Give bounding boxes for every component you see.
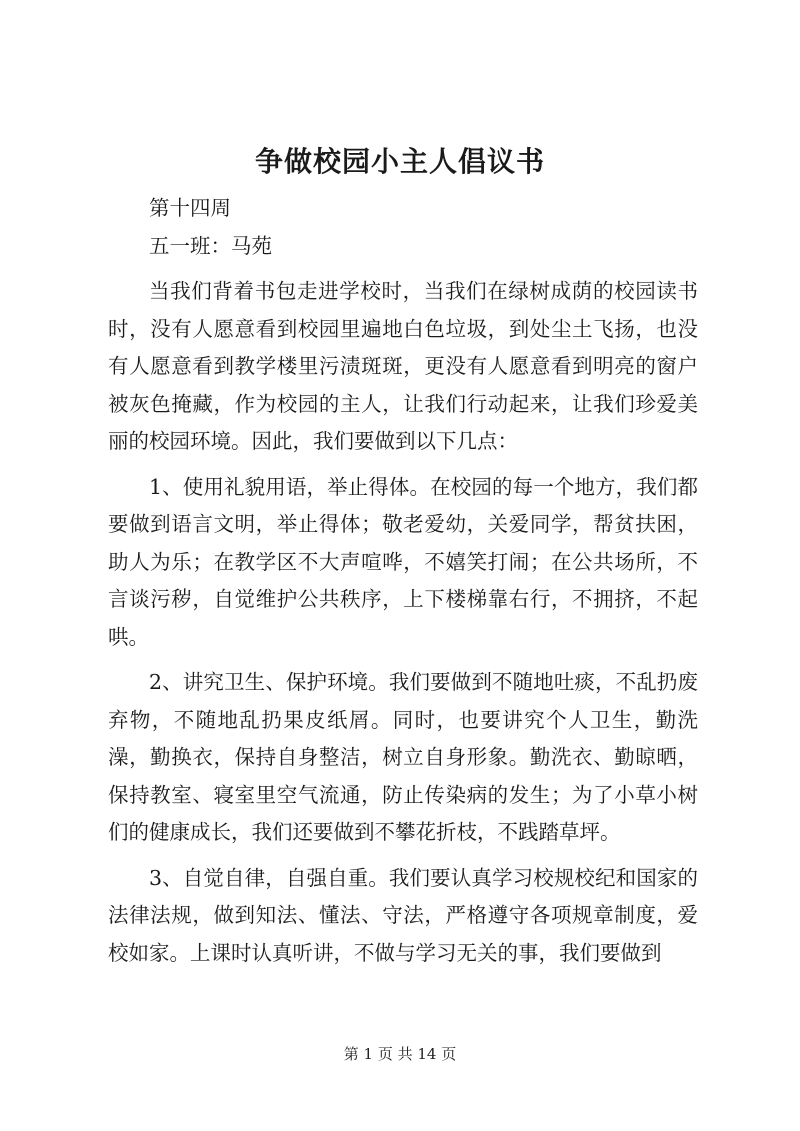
paragraph-item-2: 2、讲究卫生、保护环境。我们要做到不随地吐痰，不乱扔废弃物，不随地乱扔果皮纸屑。同时，也要讲究个人卫生，勤洗澡，勤换衣，保持自身整洁，树立自身形象。勤洗衣、勤晾晒，保持教室、寝室里空气流通，防止传染病的发生；为了小草小树们的健康成长，我们还要做到不攀花折枝，不践踏草坪。 xyxy=(108,670,698,844)
paragraph-intro: 当我们背着书包走进学校时，当我们在绿树成荫的校园读书时，没有人愿意看到校园里遍地白色垃圾，到处尘土飞扬，也没有人愿意看到教学楼里污渍斑斑，更没有人愿意看到明亮的窗户被灰色掩藏，作为校园的主人，让我们行动起来，让我们珍爱美丽的校园环境。因此，我们要做到以下几点： xyxy=(108,279,698,453)
paragraph-item-3: 3、自觉自律，自强自重。我们要认真学习校规校纪和国家的法律法规，做到知法、懂法、守法，严格遵守各项规章制度，爱校如家。上课时认真听讲，不做与学习无关的事，我们要做到 xyxy=(108,865,698,965)
paragraph-item-1: 1、使用礼貌用语，举止得体。在校园的每一个地方，我们都要做到语言文明，举止得体；敬老爱幼，关爱同学，帮贫扶困，助人为乐；在教学区不大声喧哗，不嬉笑打闹；在公共场所，不言谈污秽，自觉维护公共秩序，上下楼梯靠右行，不拥挤，不起哄。 xyxy=(108,474,698,649)
week-line: 第十四周 xyxy=(149,196,231,220)
document-title: 争做校园小主人倡议书 xyxy=(254,145,545,178)
author-line: 五一班：马苑 xyxy=(149,233,272,258)
document-body xyxy=(108,190,698,980)
page-number-footer: 第 1 页 共 14 页 xyxy=(343,1045,457,1063)
